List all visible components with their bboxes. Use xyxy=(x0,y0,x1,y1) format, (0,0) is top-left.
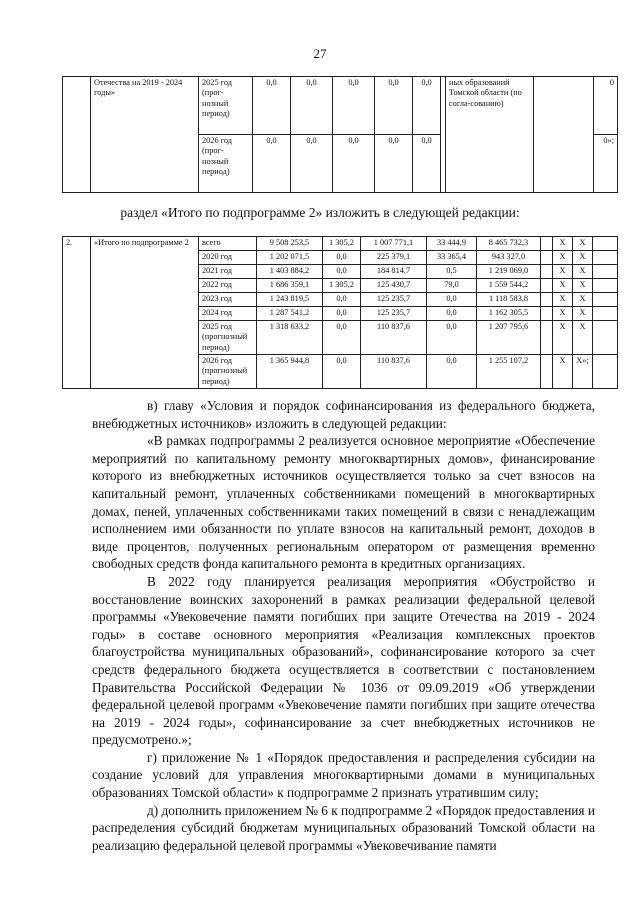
regional-cell: 110 837,6 xyxy=(361,321,427,355)
program-name-cell: Отечества на 2019 - 2024 годы» xyxy=(91,77,199,193)
extrabudget-cell: 1 255 107,2 xyxy=(477,355,541,389)
local-cell: 0,0 xyxy=(427,307,477,321)
subprogram-total-table xyxy=(62,236,618,389)
empty-cell xyxy=(593,293,618,307)
local-cell: 33 365,4 xyxy=(427,251,477,265)
empty-cell xyxy=(593,307,618,321)
total-cell: 1 318 633,2 xyxy=(257,321,323,355)
empty-cell xyxy=(541,279,553,293)
paragraph: В 2022 году планируется реализация мероприятия «Обустройство и восстановление воинских захоронений в рамках реализации федеральной целевой программы «Увековечение памяти погибших при защите Отечества на 2019 - 2024 годы» в составе основного мероприятия «Реализация комплексных проектов благоустройства муниципальных образований», софинансирование которого за счет средств федерального бюджета осуществляется в соответствии с постановлением Правительства Российской Федерации № 1036 от 09.09.2019 «Об утверждении федеральной целевой программ «Увековечение памяти погибших при защите отечества на 2019 - 2024 годы», софинансирование за счет внебюджетных источников не предусмотрено.»; xyxy=(92,573,595,748)
responsible-cell: ных образований Томской области (по согла-сованию) xyxy=(446,77,534,193)
total-cell: 1 686 359,1 xyxy=(257,279,323,293)
total-cell: 1 403 884,2 xyxy=(257,265,323,279)
year-cell: 2026 год (прогнозный период) xyxy=(199,355,257,389)
mark-cell: X xyxy=(553,321,573,355)
year-cell: 2023 год xyxy=(199,293,257,307)
empty-cell xyxy=(593,355,618,389)
local-cell: 33 444,9 xyxy=(427,237,477,251)
page-number: 27 xyxy=(313,46,327,61)
regional-cell: 225 379,1 xyxy=(361,251,427,265)
table-row: Отечества на 2019 - 2024 годы» 2025 год (прог-нозный период) 0,0 0,0 0,0 0,0 0,0 ных образований Томской области (по согла-сованию) 0 xyxy=(63,77,618,135)
regional-cell: 110 837,6 xyxy=(361,355,427,389)
table-row: 2026 год (прог-нозный период) 0,0 0,0 0,0 0,0 0,0 0»; xyxy=(63,135,618,193)
extrabudget-cell: 8 465 732,3 xyxy=(477,237,541,251)
mark-cell: X»; xyxy=(573,355,593,389)
total-cell: 1 365 944,8 xyxy=(257,355,323,389)
regional-cell: 125 430,7 xyxy=(361,279,427,293)
extrabudget-cell: 1 118 583,8 xyxy=(477,293,541,307)
mark-cell: X xyxy=(553,237,573,251)
year-cell: всего xyxy=(199,237,257,251)
extrabudget-cell: 1 559 544,2 xyxy=(477,279,541,293)
total-cell: 1 243 819,5 xyxy=(257,293,323,307)
federal-cell: 0,0 xyxy=(323,265,361,279)
body-text xyxy=(92,397,595,854)
empty-cell xyxy=(541,321,553,355)
mark-cell: X xyxy=(573,237,593,251)
table-row xyxy=(63,237,618,251)
empty-cell xyxy=(541,293,553,307)
extrabudget-cell: 1 162 305,5 xyxy=(477,307,541,321)
regional-cell: 125 235,7 xyxy=(361,293,427,307)
total-cell: 9 508 253,5 xyxy=(257,237,323,251)
year-cell: 2025 год (прогнозный период) xyxy=(199,321,257,355)
mark-cell: X xyxy=(553,265,573,279)
mark-cell: X xyxy=(553,279,573,293)
empty-cell xyxy=(541,237,553,251)
extrabudget-cell: 1 219 069,0 xyxy=(477,265,541,279)
continuation-table xyxy=(62,76,618,193)
mark-cell: X xyxy=(573,293,593,307)
federal-cell: 0,0 xyxy=(323,355,361,389)
extrabudget-cell: 1 207 795,6 xyxy=(477,321,541,355)
row-number: 2. xyxy=(63,237,91,389)
empty-cell xyxy=(593,251,618,265)
total-cell: 1 202 071,5 xyxy=(257,251,323,265)
mark-cell: X xyxy=(573,251,593,265)
empty-cell xyxy=(541,355,553,389)
local-cell: 0,0 xyxy=(427,293,477,307)
local-cell: 0,0 xyxy=(427,321,477,355)
mark-cell: X xyxy=(573,279,593,293)
empty-cell xyxy=(593,237,618,251)
section-heading: раздел «Итого по подпрограмме 2» изложить в следующей редакции: xyxy=(120,205,520,220)
empty-cell xyxy=(593,265,618,279)
empty-cell xyxy=(593,279,618,293)
mark-cell: X xyxy=(553,251,573,265)
empty-cell xyxy=(541,251,553,265)
mark-cell: X xyxy=(553,355,573,389)
year-cell: 2024 год xyxy=(199,307,257,321)
paragraph: «В рамках подпрограммы 2 реализуется основное мероприятие «Обеспечение мероприятий по капитальному ремонту многоквартирных домов», финансирование которого из внебюджетных источников осуществляется только за счет взносов на капитальный ремонт, уплаченных собственниками помещений в многоквартирных домах, пеней, уплаченных собственниками таких помещений в связи с ненадлежащим исполнением ими обязанности по уплате взносов на капитальный ремонт, доходов в виде процентов, полученных региональным оператором от размещения временно свободных средств фонда капитального ремонта в кредитных организациях. xyxy=(92,433,595,572)
empty-cell xyxy=(541,307,553,321)
federal-cell: 0,0 xyxy=(323,251,361,265)
regional-cell: 184 814,7 xyxy=(361,265,427,279)
total-cell: 1 287 541,2 xyxy=(257,307,323,321)
mark-cell: X xyxy=(553,307,573,321)
mark-cell: X xyxy=(573,307,593,321)
federal-cell: 0,0 xyxy=(323,307,361,321)
year-cell: 2021 год xyxy=(199,265,257,279)
paragraph: г) приложение № 1 «Порядок предоставления и распределения субсидии на создание условий для управления многоквартирными домами в муниципальных образованиях Томской области» к подпрограмме 2 признать утратившим силу; xyxy=(92,749,595,801)
local-cell: 79,0 xyxy=(427,279,477,293)
federal-cell: 1 305,2 xyxy=(323,279,361,293)
empty-cell xyxy=(593,321,618,355)
paragraph: в) главу «Условия и порядок софинансирования из федерального бюджета, внебюджетных источников» изложить в следующей редакции: xyxy=(92,398,595,431)
year-cell: 2022 год xyxy=(199,279,257,293)
regional-cell: 125 235,7 xyxy=(361,307,427,321)
mark-cell: X xyxy=(573,265,593,279)
mark-cell: X xyxy=(553,293,573,307)
extrabudget-cell: 943 327,0 xyxy=(477,251,541,265)
local-cell: 0,0 xyxy=(427,355,477,389)
paragraph: д) дополнить приложением № 6 к подпрограмме 2 «Порядок предоставления и распределения субсидий бюджетам муниципальных образований Томской области на реализацию федеральной целевой программы «Увековечивание памяти xyxy=(92,802,595,853)
federal-cell: 1 305,2 xyxy=(323,237,361,251)
local-cell: 0,5 xyxy=(427,265,477,279)
federal-cell: 0,0 xyxy=(323,293,361,307)
empty-cell xyxy=(541,265,553,279)
regional-cell: 1 007 771,1 xyxy=(361,237,427,251)
year-cell: 2020 год xyxy=(199,251,257,265)
subprogram-name: «Итого по подпрограмме 2 xyxy=(91,237,199,389)
mark-cell: X xyxy=(573,321,593,355)
federal-cell: 0,0 xyxy=(323,321,361,355)
